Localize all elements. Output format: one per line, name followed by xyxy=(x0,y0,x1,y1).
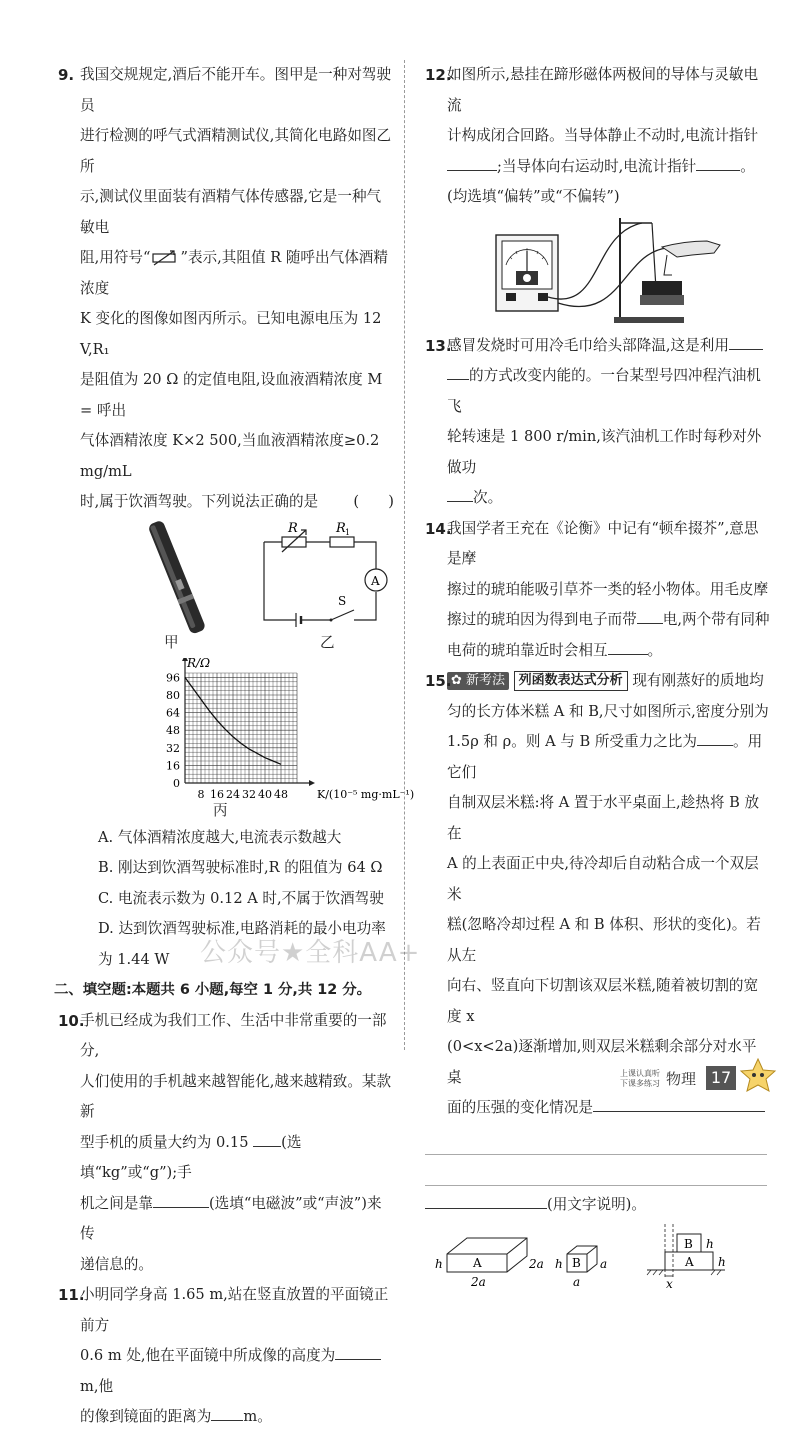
q15-line xyxy=(447,727,770,788)
block-a-depth: 2a xyxy=(529,1257,544,1271)
question-number: 15. xyxy=(425,672,452,690)
galvanometer-apparatus-image xyxy=(492,213,732,328)
question-11 xyxy=(58,1280,394,1433)
block-b-width: a xyxy=(573,1275,581,1289)
option-c[interactable]: C. 电流表示数为 0.12 A 时,不属于饮酒驾驶 xyxy=(98,889,384,907)
q9-line xyxy=(80,487,394,518)
question-number: 14. xyxy=(425,519,452,538)
question-15 xyxy=(425,666,770,1290)
new-method-badge: ✿ 新考法 xyxy=(447,672,509,690)
footer-slogan-line: 上课认真听 xyxy=(620,1069,660,1078)
q10-text: (选填“电磁波”或“声波”)来传 xyxy=(80,1194,382,1242)
q9-text: ”表示,其阻值 R 随呼出气体酒精浓度 xyxy=(80,249,388,297)
q14-line: 擦过的琥珀能吸引草芥一类的轻小物体。用毛皮摩 xyxy=(447,580,769,598)
q14-text: 。 xyxy=(647,641,663,659)
label-R1: R xyxy=(336,520,346,536)
q9-line xyxy=(80,243,394,304)
stack-a-height: h xyxy=(718,1255,726,1269)
answer-blank[interactable] xyxy=(593,1095,765,1112)
answer-blank[interactable] xyxy=(447,363,469,380)
option-b[interactable]: B. 刚达到饮酒驾驶标准时,R 的阻值为 64 Ω xyxy=(98,859,383,876)
q12-line xyxy=(447,152,770,183)
q15-text: (用文字说明)。 xyxy=(547,1195,646,1213)
q11-text: m。 xyxy=(243,1408,272,1425)
column-divider xyxy=(404,60,405,1050)
stack-b-label: B xyxy=(684,1237,693,1251)
block-b-label: B xyxy=(572,1256,581,1270)
answer-blank[interactable] xyxy=(637,607,663,624)
answer-line[interactable] xyxy=(425,1155,767,1186)
q10-line xyxy=(80,1189,394,1250)
figure-galvanometer xyxy=(447,213,770,331)
x-tick-label: 16 xyxy=(210,787,224,801)
left-column xyxy=(54,60,415,1433)
q12-line: 计构成闭合回路。当导体静止不动时,电流计指针 xyxy=(447,127,759,144)
q9-text: 阻,用符号“ xyxy=(80,249,151,266)
q12-line: (均选填“偏转”或“不偏转”) xyxy=(447,188,620,205)
q13-line xyxy=(447,361,770,422)
y-tick-label: 0 xyxy=(173,776,180,790)
answer-blank[interactable] xyxy=(153,1191,209,1208)
gas-sensor-resistor-symbol xyxy=(150,250,180,266)
figure-rice-cakes xyxy=(425,1220,770,1290)
q15-line: 自制双层米糕:将 A 置于水平桌面上,趁热将 B 放在 xyxy=(447,794,760,842)
answer-blank[interactable] xyxy=(729,333,763,350)
x-tick-label: 24 xyxy=(226,787,240,801)
y-tick-label: 16 xyxy=(166,758,180,772)
y-tick-label: 80 xyxy=(166,688,180,702)
chart-r-vs-k xyxy=(110,658,420,818)
q9-text: 时,属于饮酒驾驶。下列说法正确的是 xyxy=(80,493,319,510)
answer-blank[interactable] xyxy=(447,485,473,502)
q15-line: 匀的长方体米糕 A 和 B,尺寸如图所示,密度分别为 xyxy=(447,702,769,720)
page-footer xyxy=(620,1066,790,1094)
footer-slogan-line: 下课多练习 xyxy=(620,1079,660,1088)
question-12 xyxy=(425,60,770,331)
answer-paren: ( ) xyxy=(353,493,394,510)
q9-line: 是阻值为 20 Ω 的定值电阻,设血液酒精浓度 M = 呼出 xyxy=(80,371,383,419)
block-a-label: A xyxy=(473,1256,482,1270)
answer-blank[interactable] xyxy=(211,1404,243,1421)
y-tick-label: 32 xyxy=(166,741,180,755)
q13-text: 感冒发烧时可用冷毛巾给头部降温,这是利用 xyxy=(447,336,729,354)
answer-blank[interactable] xyxy=(253,1130,281,1147)
q13-text: 的方式改变内能的。一台某型号四冲程汽油机飞 xyxy=(447,367,761,415)
block-a-height: h xyxy=(435,1257,443,1271)
q15-text: 现有刚蒸好的质地均 xyxy=(632,672,764,689)
q15-line xyxy=(447,666,770,697)
x-tick-label: 40 xyxy=(258,787,272,801)
y-tick-label: 48 xyxy=(166,723,180,737)
q14-line xyxy=(447,636,770,667)
watermark: 公众号★全科AA+ xyxy=(200,938,421,968)
question-number: 12. xyxy=(425,66,452,84)
answer-line[interactable] xyxy=(425,1124,767,1155)
q14-line: 我国学者王充在《论衡》中记有“顿牟掇芥”,意思是摩 xyxy=(447,519,759,567)
question-number: 11. xyxy=(58,1286,85,1304)
q10-line: 手机已经成为我们工作、生活中非常重要的一部分, xyxy=(80,1011,387,1059)
y-tick-label: 64 xyxy=(166,706,180,720)
y-tick-label: 96 xyxy=(166,670,180,684)
q14-text: 电,两个带有同种 xyxy=(662,611,770,628)
figure-row-jia-yi xyxy=(80,520,394,658)
footer-slogan xyxy=(620,1069,660,1089)
method-badge: 列函数表达式分析 xyxy=(514,671,628,691)
page-number: 17 xyxy=(706,1066,736,1090)
q11-line: 小明同学身高 1.65 m,站在竖直放置的平面镜正前方 xyxy=(80,1286,389,1334)
option-a[interactable]: A. 气体酒精浓度越大,电流表示数越大 xyxy=(98,828,342,846)
q15-line xyxy=(425,1190,770,1221)
q13-text: 次。 xyxy=(473,489,503,506)
q10-text: 型手机的质量大约为 0.15 xyxy=(80,1133,249,1151)
right-column xyxy=(425,60,770,1290)
q15-line: A 的上表面正中央,待冷却后自动粘合成一个双层米 xyxy=(447,855,759,903)
answer-blank[interactable] xyxy=(697,729,733,746)
x-tick-label: 8 xyxy=(197,787,205,801)
block-a-width: 2a xyxy=(471,1275,486,1289)
answer-blank[interactable] xyxy=(447,154,497,171)
question-number: 10. xyxy=(58,1011,85,1030)
q10-text: 机之间是靠 xyxy=(80,1194,153,1212)
circuit-diagram-yi xyxy=(256,520,391,640)
q15-line: (0<x<2a)逐渐增加,则双层米糕剩余部分对水平桌 xyxy=(447,1038,757,1086)
rice-cake-diagram xyxy=(425,1220,770,1290)
q11-text: 0.6 m 处,他在平面镜中所成像的高度为 xyxy=(80,1347,336,1364)
answer-blank[interactable] xyxy=(608,638,648,655)
x-tick-label: 48 xyxy=(274,787,288,801)
label-switch: S xyxy=(338,593,347,608)
q12-text: 。 xyxy=(740,157,755,175)
answer-blank[interactable] xyxy=(425,1192,547,1209)
q9-line: 我国交规规定,酒后不能开车。图甲是一种对驾驶员 xyxy=(80,66,392,114)
figure-label-bing: 丙 xyxy=(213,801,228,819)
q14-text: 擦过的琥珀因为得到电子而带 xyxy=(447,611,637,628)
label-ammeter: A xyxy=(371,573,380,588)
q11-line xyxy=(80,1341,394,1402)
question-number: 9. xyxy=(58,66,75,84)
q9-line: 进行检测的呼气式酒精测试仪,其简化电路如图乙所 xyxy=(80,127,392,175)
figure-label-yi: 乙 xyxy=(320,633,335,651)
q12-text: ;当导体向右运动时,电流计指针 xyxy=(497,157,697,175)
y-axis-label: R/Ω xyxy=(187,657,211,670)
block-b-height: h xyxy=(555,1257,563,1271)
cut-width: x xyxy=(666,1277,673,1290)
question-13 xyxy=(425,331,770,514)
q11-text: m,他 xyxy=(80,1377,114,1395)
figure-bing xyxy=(80,657,415,823)
section-heading-fill-in: 二、填空题:本题共 6 小题,每空 1 分,共 12 分。 xyxy=(54,982,372,998)
q14-line xyxy=(447,605,770,636)
q10-line xyxy=(80,1128,394,1189)
q15-line xyxy=(447,1093,770,1124)
label-R1-sub: 1 xyxy=(345,527,351,537)
q9-line: 示,测试仪里面装有酒精气体传感器,它是一种气敏电 xyxy=(80,188,382,236)
q13-line: 轮转速是 1 800 r/min,该汽油机工作时每秒对外做功 xyxy=(447,428,762,476)
stack-a-label: A xyxy=(685,1255,694,1269)
q9-line: K 变化的图像如图丙所示。已知电源电压为 12 V,R₁ xyxy=(80,310,382,358)
q9-line: 气体酒精浓度 K×2 500,当血液酒精浓度≥0.2 mg/mL xyxy=(80,432,380,480)
question-10 xyxy=(58,1006,394,1281)
q13-line xyxy=(447,483,770,514)
star-mascot-icon xyxy=(738,1058,778,1092)
q15-text: 。用它们 xyxy=(447,733,763,781)
x-axis-arrow xyxy=(309,780,315,786)
answer-blank[interactable] xyxy=(335,1343,381,1360)
x-tick-label: 32 xyxy=(242,787,256,801)
question-number: 13. xyxy=(425,336,452,355)
question-9 xyxy=(58,60,415,975)
breathalyzer-image xyxy=(118,520,238,645)
q14-text: 电荷的琥珀靠近时会相互 xyxy=(447,641,608,659)
q12-line: 如图所示,悬挂在蹄形磁体两极间的导体与灵敏电流 xyxy=(447,66,759,114)
stack-b-height: h xyxy=(706,1237,714,1251)
q13-line xyxy=(447,331,770,362)
q15-text: 面的压强的变化情况是 xyxy=(447,1099,593,1116)
q10-text: (选填“kg”或“g”);手 xyxy=(80,1133,302,1181)
question-14 xyxy=(425,514,770,667)
answer-blank[interactable] xyxy=(696,154,740,171)
block-b-depth: a xyxy=(600,1257,608,1271)
figure-label-jia: 甲 xyxy=(164,633,179,651)
q10-line: 递信息的。 xyxy=(80,1255,153,1273)
q11-text: 的像到镜面的距离为 xyxy=(80,1408,212,1425)
x-axis-label: K/(10⁻⁵ mg·mL⁻¹) xyxy=(317,787,415,801)
q10-line: 人们使用的手机越来越智能化,越来越精致。某款新 xyxy=(80,1072,392,1120)
q15-line: 糕(忽略冷却过程 A 和 B 体积、形状的变化)。若从左 xyxy=(447,916,761,964)
label-R: R xyxy=(288,520,298,536)
option-d[interactable]: D. 达到饮酒驾驶标准,电路消耗的最小电功率为 1.44 W xyxy=(98,920,386,968)
q15-line: 向右、竖直向下切割该双层米糕,随着被切割的宽度 x xyxy=(447,977,759,1025)
q15-text: 1.5ρ 和 ρ。则 A 与 B 所受重力之比为 xyxy=(447,733,697,750)
q11-line xyxy=(80,1402,394,1433)
subject-label: 物理 xyxy=(666,1070,697,1088)
